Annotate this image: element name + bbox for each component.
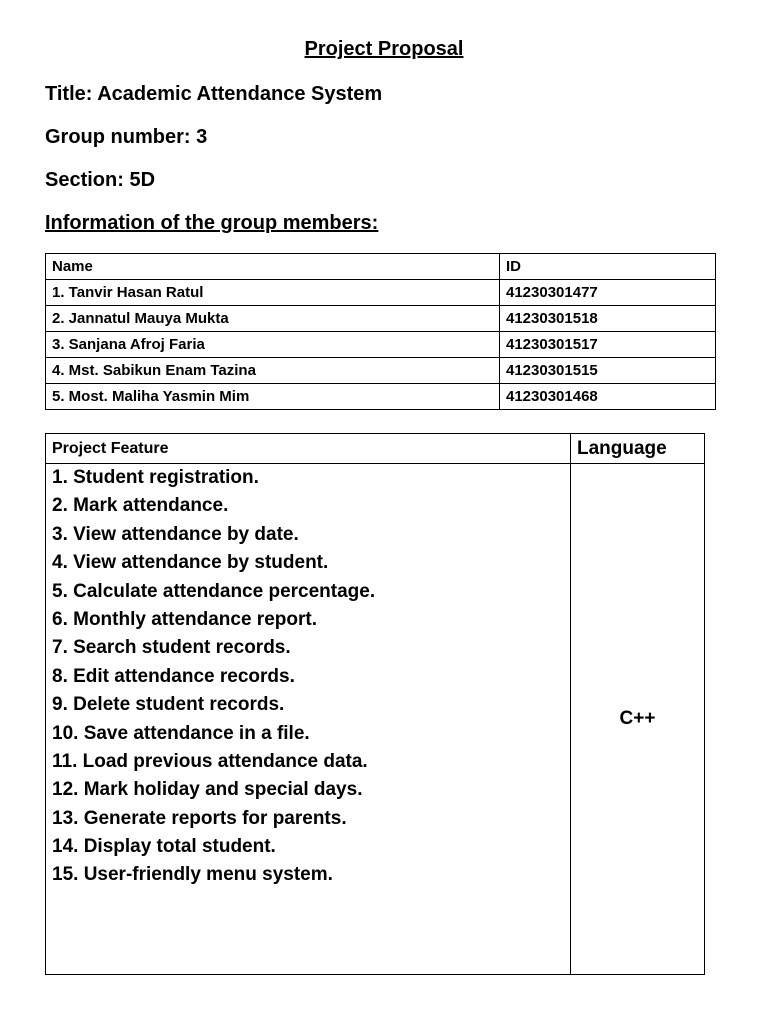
member-id: 41230301517 (500, 332, 716, 358)
list-item: 3. View attendance by date. (52, 523, 299, 545)
table-row (46, 384, 716, 410)
language-value: C++ (571, 464, 705, 975)
table-row (46, 306, 716, 332)
table-row (46, 464, 705, 975)
member-id: 41230301518 (500, 306, 716, 332)
member-name: 3. Sanjana Afroj Faria (46, 332, 500, 358)
member-id: 41230301515 (500, 358, 716, 384)
list-item: 10. Save attendance in a file. (52, 722, 310, 744)
member-name: 1. Tanvir Hasan Ratul (46, 280, 500, 306)
list-item: 8. Edit attendance records. (52, 665, 295, 687)
table-row (46, 332, 716, 358)
table-header-row (46, 434, 705, 464)
feature-list-cell (46, 464, 571, 975)
member-id: 41230301477 (500, 280, 716, 306)
table-row (46, 280, 716, 306)
list-item: 5. Calculate attendance percentage. (52, 580, 376, 602)
list-item: 12. Mark holiday and special days. (52, 779, 363, 801)
header-language: Language (571, 434, 705, 464)
table-header-row (46, 254, 716, 280)
list-item: 11. Load previous attendance data. (52, 750, 368, 772)
list-item: 4. View attendance by student. (52, 552, 329, 574)
header-id: ID (500, 254, 716, 280)
header-name: Name (46, 254, 500, 280)
list-item: 14. Display total student. (52, 836, 276, 858)
document-heading: Project Proposal (304, 38, 464, 60)
features-table (45, 433, 705, 975)
feature-list (52, 464, 570, 890)
section-label: Section: 5D (45, 169, 156, 191)
member-name: 5. Most. Maliha Yasmin Mim (46, 384, 500, 410)
list-item: 9. Delete student records. (52, 694, 285, 716)
member-name: 4. Mst. Sabikun Enam Tazina (46, 358, 500, 384)
list-item: 6. Monthly attendance report. (52, 608, 317, 630)
members-table (45, 253, 716, 410)
list-item: 7. Search student records. (52, 637, 291, 659)
list-item: 15. User-friendly menu system. (52, 864, 333, 886)
group-number: Group number: 3 (45, 126, 208, 148)
member-name: 2. Jannatul Mauya Mukta (46, 306, 500, 332)
list-item: 13. Generate reports for parents. (52, 807, 347, 829)
members-heading: Information of the group members: (45, 212, 379, 234)
header-project-feature: Project Feature (46, 434, 571, 464)
member-id: 41230301468 (500, 384, 716, 410)
table-row (46, 358, 716, 384)
project-title: Title: Academic Attendance System (45, 83, 383, 105)
list-item: 1. Student registration. (52, 467, 259, 488)
list-item: 2. Mark attendance. (52, 495, 229, 517)
